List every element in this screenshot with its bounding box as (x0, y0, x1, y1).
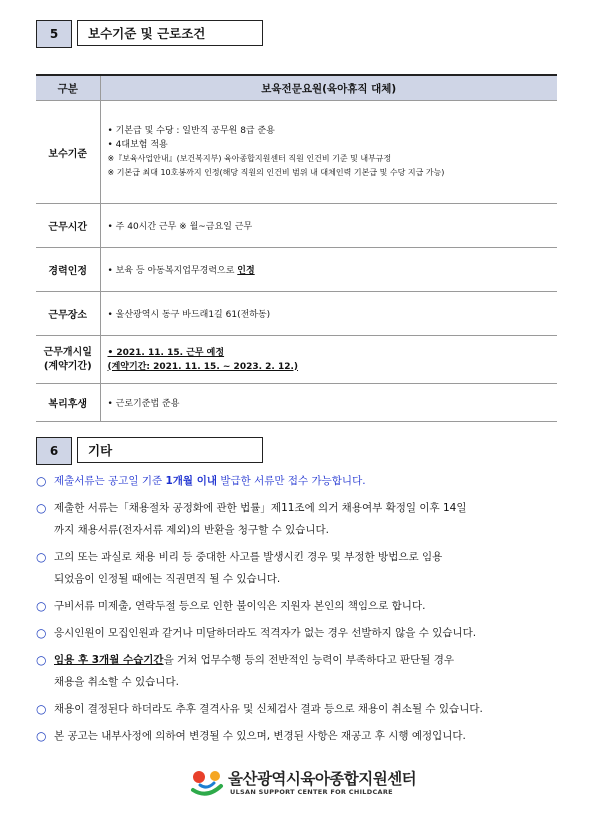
contract-period: (계약기간: 2021. 11. 15. ~ 2023. 2. 12.) (107, 361, 299, 372)
footer-logo (190, 768, 416, 798)
note-text: 응시인원이 모집인원과 같거나 미달하더라도 적격자가 없는 경우 선발하지 않을 수 있습니다. (54, 627, 477, 639)
list-item (36, 649, 561, 693)
note-text: 채용이 결정된다 하더라도 추후 결격사유 및 신체검사 결과 등으로 채용이 취소될 수 있습니다. (54, 703, 483, 715)
circle-bullet-icon: ○ (36, 702, 47, 716)
table-row (36, 336, 557, 384)
table-row (36, 204, 557, 248)
list-item (36, 622, 561, 644)
section-title: 보수기준 및 근로조건 (77, 20, 263, 46)
circle-bullet-icon: ○ (36, 550, 47, 564)
header-value: 보육전문요원(육아휴직 대체) (100, 75, 557, 101)
note-emphasis: 임용 후 3개월 수습기간 (54, 654, 164, 666)
pay-line: • 4대보험 적용 (107, 140, 168, 150)
note-emphasis: 1개월 이내 (165, 475, 217, 487)
org-name: 울산광역시육아종합지원센터 (228, 769, 417, 788)
career-text: • 보육 등 아동복지업무경력으로 (107, 266, 238, 276)
circle-bullet-icon: ○ (36, 653, 47, 667)
table-row (36, 292, 557, 336)
table-header-row (36, 75, 557, 101)
note-text: 본 공고는 내부사정에 의하여 변경될 수 있으며, 변경된 사항은 재공고 후 시행 예정입니다. (54, 730, 466, 742)
childcare-logo-icon (190, 768, 224, 798)
table-row (36, 248, 557, 292)
note-text: 제출서류는 공고일 기준 1개월 이내 발급한 서류만 접수 가능합니다. (54, 475, 366, 487)
note-text: 임용 후 3개월 수습기간을 거쳐 업무수행 등의 전반적인 능력이 부족하다고 판단될 경우 채용을 취소할 수 있습니다. (54, 654, 454, 688)
row-value: • 울산광역시 동구 바드래1길 61(전하동) (100, 292, 557, 336)
list-item (36, 497, 561, 541)
row-value (100, 336, 557, 384)
start-date: • 2021. 11. 15. 근무 예정 (107, 347, 225, 358)
row-value (100, 101, 557, 204)
row-label: 복리후생 (36, 384, 100, 422)
section-5-header (36, 20, 263, 48)
row-label: 보수기준 (36, 101, 100, 204)
list-item (36, 546, 561, 590)
section-number: 5 (36, 20, 72, 48)
row-label: 근무장소 (36, 292, 100, 336)
pay-line: • 기본급 및 수당 : 일반직 공무원 8급 준용 (107, 126, 275, 136)
career-emphasis: 인정 (237, 266, 255, 276)
notes-list (36, 470, 561, 752)
circle-bullet-icon: ○ (36, 501, 47, 515)
header-label: 구분 (36, 75, 100, 101)
row-value: • 주 40시간 근무 ※ 월~금요일 근무 (100, 204, 557, 248)
pay-note: ※ 기본급 최대 10호봉까지 인정(해당 직원의 인건비 범위 내 대체인력 기본급 및 수당 지급 가능) (107, 168, 445, 177)
list-item (36, 725, 561, 747)
section-6-header (36, 437, 263, 465)
note-text: 제출한 서류는「채용절차 공정화에 관한 법률」제11조에 의거 채용여부 확정일 이후 14일 까지 채용서류(전자서류 제외)의 반환을 청구할 수 있습니다. (54, 502, 467, 536)
row-value: • 근로기준법 준용 (100, 384, 557, 422)
pay-note: ※『보육사업안내』(보건복지부) 육아종합지원센터 직원 인건비 기준 및 내부규정 (107, 154, 392, 163)
section-title: 기타 (77, 437, 263, 463)
circle-bullet-icon: ○ (36, 599, 47, 613)
note-text: 구비서류 미제출, 연락두절 등으로 인한 불이익은 지원자 본인의 책임으로 합니다. (54, 600, 426, 612)
table-row (36, 101, 557, 204)
note-text: 고의 또는 과실로 채용 비리 등 중대한 사고를 발생시킨 경우 및 부정한 방법으로 임용 되었음이 인정될 때에는 직권면직 될 수 있습니다. (54, 551, 443, 585)
org-subtitle: ULSAN SUPPORT CENTER FOR CHILDCARE (230, 787, 393, 796)
row-label (36, 336, 100, 384)
list-item (36, 698, 561, 720)
contract-label: (계약기간) (43, 360, 92, 372)
row-value (100, 248, 557, 292)
circle-bullet-icon: ○ (36, 626, 47, 640)
table-row (36, 384, 557, 422)
list-item (36, 595, 561, 617)
list-item (36, 470, 561, 492)
section-number: 6 (36, 437, 72, 465)
row-label: 근무시간 (36, 204, 100, 248)
row-label: 경력인정 (36, 248, 100, 292)
conditions-table (36, 74, 557, 422)
circle-bullet-icon: ○ (36, 729, 47, 743)
start-label: 근무개시일 (43, 346, 92, 358)
circle-bullet-icon: ○ (36, 474, 47, 488)
